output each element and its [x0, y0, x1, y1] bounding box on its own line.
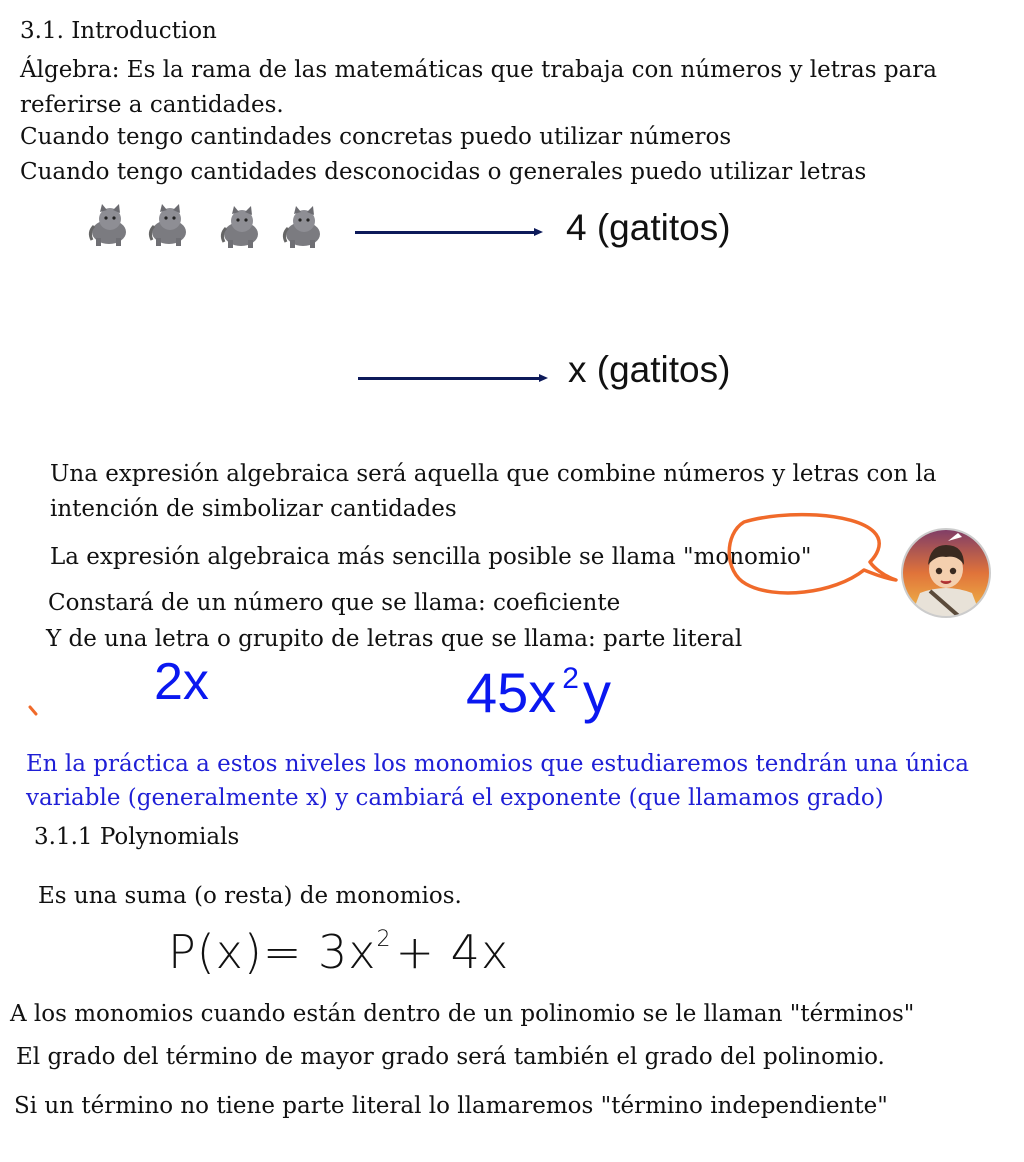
formula-lhs: P(x)= 3x: [168, 925, 377, 979]
kitten-icon: [86, 204, 132, 246]
stray-ink-mark: [28, 705, 40, 717]
example-exponent: 2: [562, 662, 579, 695]
example-2x: 2x: [154, 653, 209, 711]
formula-rhs: + 4x: [395, 925, 510, 979]
four-kittens-label: 4 (gatitos): [566, 207, 731, 248]
example-45x2y: [466, 662, 611, 734]
coefficient-line: Constará de un número que se llama: coeficiente: [48, 590, 621, 616]
literal-part-line: Y de una letra o grupito de letras que se llama: parte literal: [46, 626, 743, 652]
kitten-icon: [218, 206, 264, 248]
independent-term-line: Si un término no tiene parte literal lo llamaremos "término independiente": [14, 1093, 888, 1119]
polynomial-formula: [168, 924, 509, 990]
section-heading: 3.1. Introduction: [20, 18, 217, 44]
unknown-quantities-line: Cuando tengo cantidades desconocidas o generales puedo utilizar letras: [20, 159, 867, 185]
monomio-word: "monomio": [682, 544, 812, 570]
degree-line: El grado del término de mayor grado será también el grado del polinomio.: [16, 1044, 885, 1070]
monomio-highlight-bubble: [724, 510, 904, 610]
polynomials-heading: 3.1.1 Polynomials: [34, 824, 240, 850]
kitten-icon: [280, 206, 326, 248]
monomio-line: [50, 544, 811, 570]
example-y: y: [582, 661, 611, 724]
algebra-definition: Álgebra: Es la rama de las matemáticas que trabaja con números y letras para referirse a cantidades.: [20, 57, 937, 118]
monomio-prefix: La expresión algebraica más sencilla posible se llama: [50, 544, 676, 570]
kitten-icon: [146, 204, 192, 246]
practice-note: En la práctica a estos niveles los monomios que estudiaremos tendrán una única variable (generalmente x) y cambiará el exponente (que llamamos grado): [26, 751, 969, 811]
polynomial-definition: Es una suma (o resta) de monomios.: [38, 883, 462, 909]
expression-definition: Una expresión algebraica será aquella que combine números y letras con la intención de simbolizar cantidades: [50, 461, 937, 522]
example-45x-base: 45x: [466, 661, 557, 724]
arrow-to-four: [355, 231, 535, 234]
arrow-to-x: [358, 377, 540, 380]
boy-avatar-icon: [900, 527, 992, 619]
terms-line: A los monomios cuando están dentro de un polinomio se le llaman "términos": [10, 1001, 915, 1027]
formula-exponent: 2: [376, 927, 392, 952]
x-kittens-label: x (gatitos): [568, 349, 731, 390]
concrete-quantities-line: Cuando tengo cantindades concretas puedo utilizar números: [20, 124, 732, 150]
